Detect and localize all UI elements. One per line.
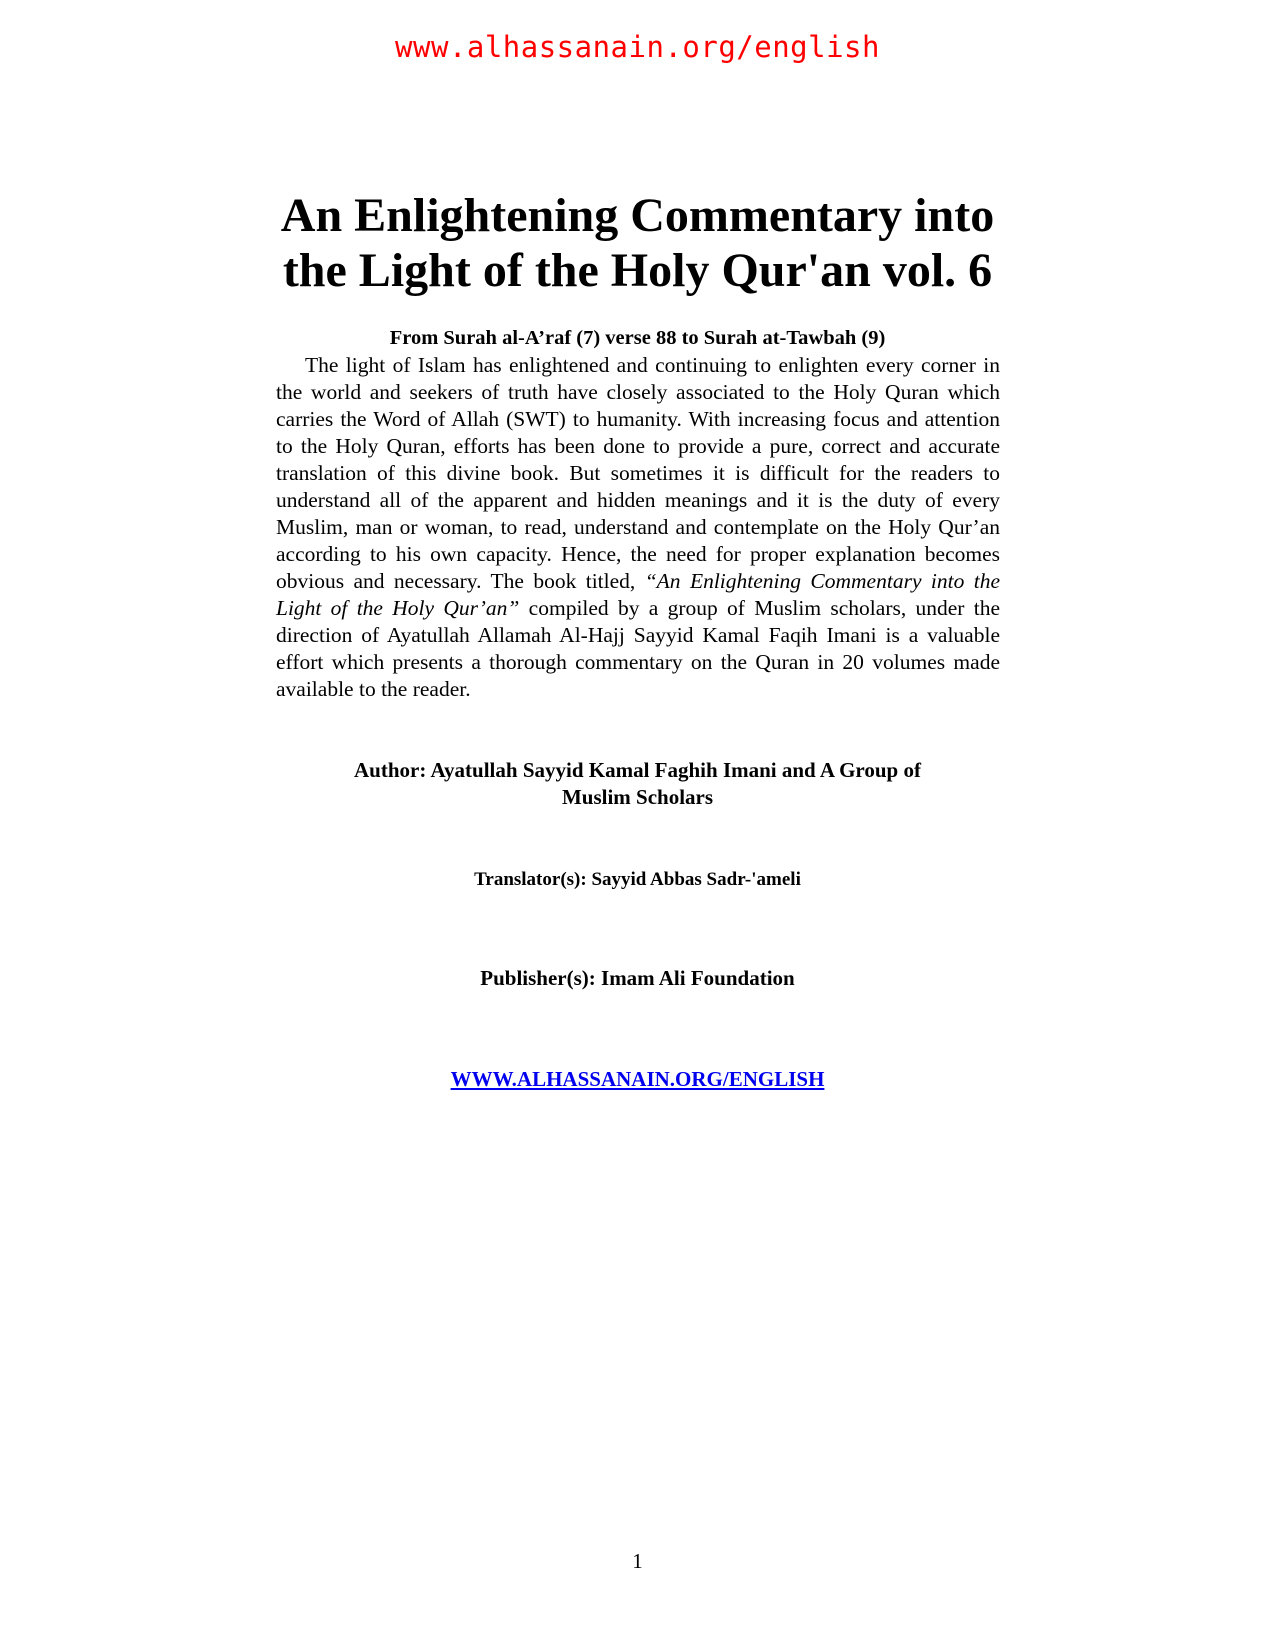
description-text-start: The light of Islam has enlightened and continuing to enlighten every corner in the world and seekers of truth have closely associated to the Holy Quran which carries the Word of Allah (SWT) to humanity. With increasing focus and attention to the Holy Quran, efforts has been done to provide a pure, correct and accurate translation of this divine book. But sometimes it is difficult for the readers to understand all of the apparent and hidden meanings and it is the duty of every Muslim, man or woman, to read, understand and contemplate on the Holy Qur’an according to his own capacity. Hence, the need for proper explanation becomes obvious and necessary. The book titled,: [276, 353, 1000, 593]
page-number: 1: [632, 1549, 643, 1573]
header-url: www.alhassanain.org/english: [395, 30, 880, 64]
author-credit: [300, 757, 975, 811]
title-line-1: An Enlightening Commentary into: [280, 189, 995, 242]
translator-credit: Translator(s): Sayyid Abbas Sadr-'ameli: [474, 869, 801, 890]
book-title-italic: “An Enlightening Commentary into the Light of the Holy Qur’an”: [276, 569, 1001, 620]
description-paragraph: [276, 352, 1000, 703]
title-line-2: the Light of the Holy Qur'an vol. 6: [282, 244, 993, 297]
subtitle: From Surah al-A’raf (7) verse 88 to Surah at-Tawbah (9): [389, 327, 886, 349]
description-text-end: compiled by a group of Muslim scholars, under the direction of Ayatullah Allamah Al-Hajj Sayyid Kamal Faqih Imani is a valuable effort which presents a thorough commentary on the Quran in 20 volumes made available to the reader.: [276, 596, 1000, 701]
document-title: [220, 188, 1055, 298]
publisher-credit: Publisher(s): Imam Ali Foundation: [480, 966, 795, 990]
author-line-2: Muslim Scholars: [561, 785, 714, 809]
author-line-1: Author: Ayatullah Sayyid Kamal Faghih Imani and A Group of: [354, 758, 921, 782]
website-link[interactable]: WWW.ALHASSANAIN.ORG/ENGLISH: [450, 1067, 825, 1091]
footer-link-container: [0, 1066, 1275, 1093]
